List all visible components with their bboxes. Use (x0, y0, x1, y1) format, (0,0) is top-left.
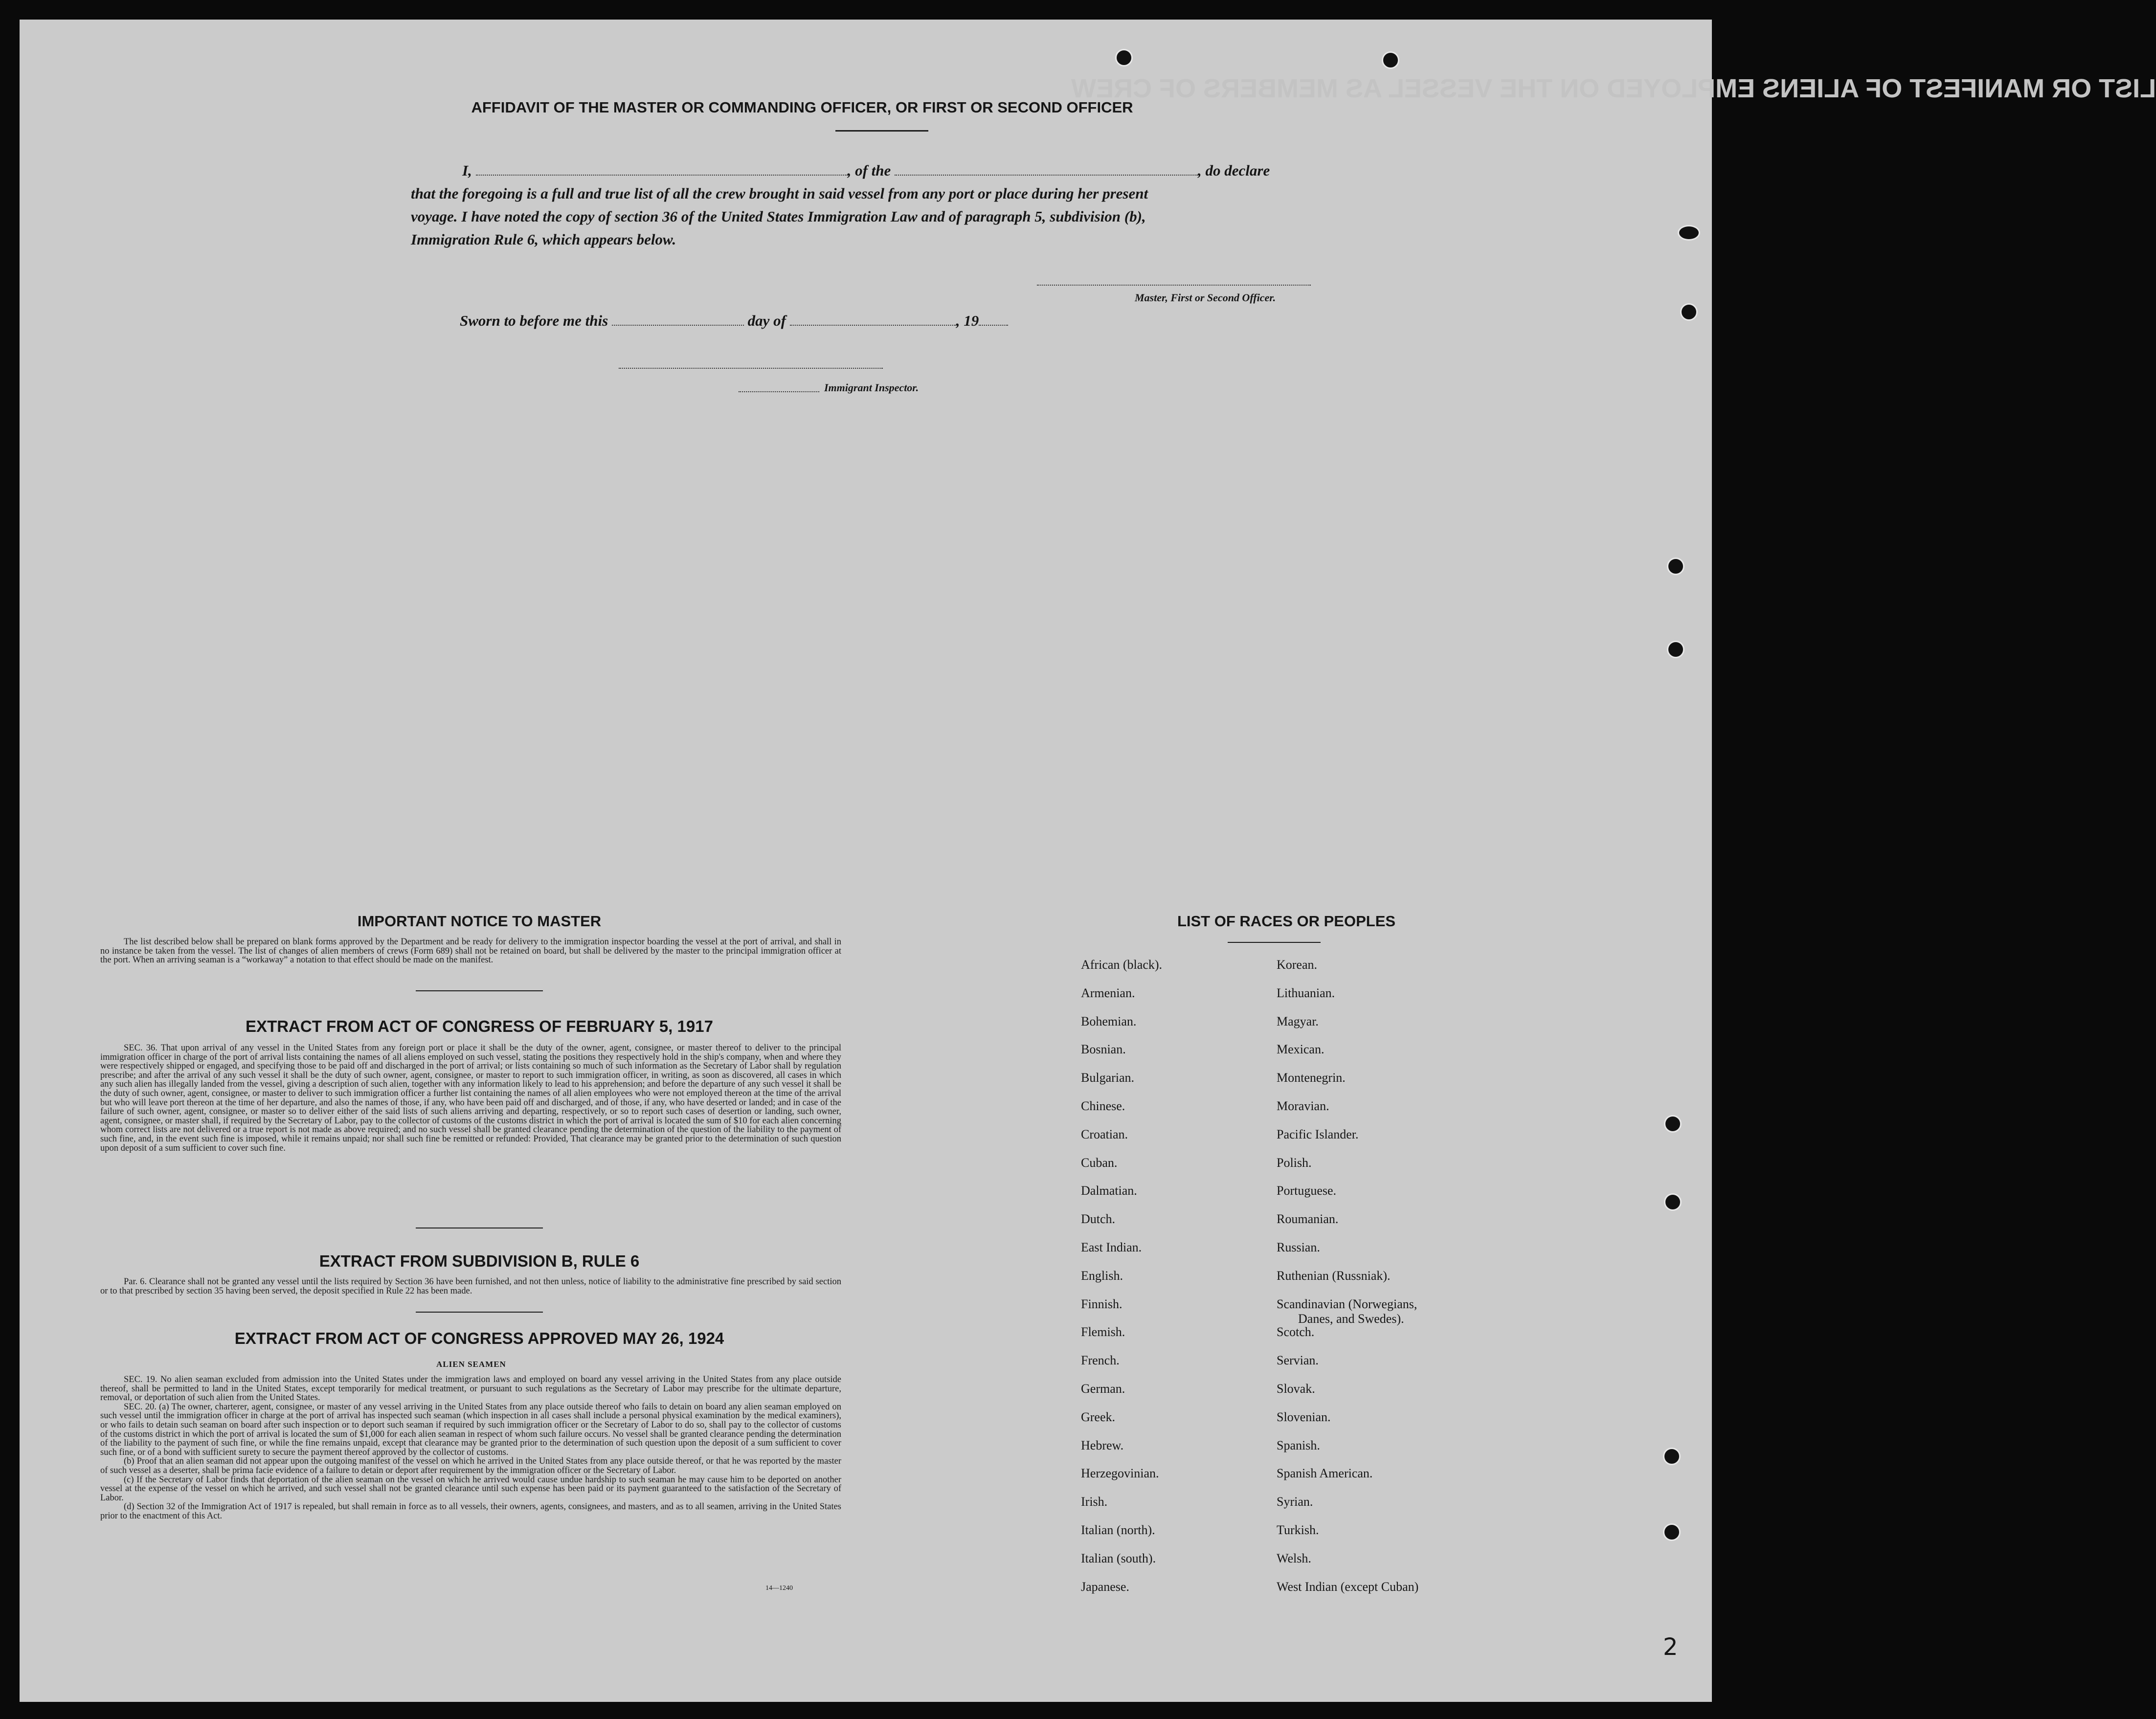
race-item: Spanish. (1277, 1438, 1320, 1452)
sec36-paragraph: SEC. 36. That upon arrival of any vessel in the United States from any foreign port or place it shall be the duty of the owner, agent, consignee, or master thereof to deliver to the principal immigration officer in charge of the port of arrival lists containing the names of all aliens employed on such vessel, stating the positions they respectively hold in the ship's company, when and where they were respectively shipped or engaged, and specifying those to be paid off and discharged in the port of arrival; or lists containing so much of such information as the Secretary of Labor shall by regulation prescribe; and after the arrival of any such vessel it shall be the duty of such owner, agent, consignee, or master to report to such immigration officer, in writing, as soon as discovered, all cases in which any such alien has illegally landed from the vessel, giving a description of such alien, together with any information likely to lead to his apprehension; and before the departure of any such vessel it shall be the duty of such owner, agent, consignee, or master to deliver to such immigration officer a further list containing the names of all alien employees who were not employed thereon at the time of the arrival but who will leave port thereon at the time of her departure, and also the names of those, if any, who have been paid off and discharged, and of those, if any, who have deserted or landed; and in case of the failure of such owner, agent, consignee, or master so to deliver either of the said lists of such aliens arriving and departing, respectively, or so to report such cases of desertion or landing, such owner, agent, consignee, or master shall, if required by the Secretary of Labor, pay to the collector of customs of the customs district in which the port of arrival is located the sum of $10 for each alien concerning whom correct lists are not delivered or a true report is not made as above required; and no such vessel shall be granted clearance pending the determination of the question of the liability to the payment of such fine, and, in the event such fine is imposed, while it remains unpaid; nor shall such fine be remitted or refunded: Provided, That clearance may be granted prior to the determination of such question upon deposit of a sum sufficient to cover such fine. (100, 1043, 841, 1153)
race-item: Italian (north). (1081, 1522, 1155, 1537)
race-item: Korean. (1277, 958, 1318, 972)
races-right-column (1277, 958, 1418, 1607)
sworn-line (460, 309, 1008, 332)
race-item: Scotch. (1277, 1325, 1315, 1339)
sworn-day-blank (612, 314, 744, 326)
race-item: Polish. (1277, 1155, 1312, 1170)
inspector-caption: Immigrant Inspector. (824, 381, 919, 394)
race-item: French. (1081, 1353, 1120, 1368)
master-signature-blank (1037, 274, 1311, 286)
race-item: Italian (south). (1081, 1551, 1156, 1565)
race-item: Bohemian. (1081, 1014, 1137, 1028)
race-item: Turkish. (1277, 1522, 1319, 1537)
extract-1924-title: EXTRACT FROM ACT OF CONGRESS APPROVED MAY 26, 1924 (234, 1329, 724, 1347)
race-item: Chinese. (1081, 1098, 1125, 1113)
race-item: Dalmatian. (1081, 1183, 1137, 1198)
document-page (20, 20, 2156, 1702)
race-item: Ruthenian (Russniak). (1277, 1268, 1391, 1283)
day-of-label: day of (747, 312, 786, 329)
punch-hole (1664, 1115, 1682, 1133)
sec20c-paragraph: (c) If the Secretary of Labor finds that deportation of the alien seaman on the vessel on which he arrived would cause undue hardship to such seaman he may cause him to be deported on another vessel at the expense of the vessel on which he arrived, and such vessel shall not be granted clearance until such expense has been paid or its payment guaranteed to the satisfaction of the Secretary of Labor. (100, 1474, 841, 1503)
race-item: Pacific Islander. (1277, 1127, 1359, 1141)
divider (416, 990, 543, 991)
race-item: West Indian (except Cuban) (1277, 1579, 1419, 1594)
name-blank (476, 164, 848, 176)
race-item: Slovenian. (1277, 1409, 1331, 1424)
race-item: Welsh. (1277, 1551, 1311, 1565)
race-item: Moravian. (1277, 1098, 1329, 1113)
sworn-month-blank (790, 314, 956, 326)
race-item: Servian. (1277, 1353, 1319, 1368)
vessel-blank (895, 164, 1198, 176)
notice-paragraph: The list described below shall be prepared on blank forms approved by the Department and be ready for delivery to the immigration inspector boarding the vessel at the port of arrival, and shall in no instance be taken from the vessel. The list of changes of alien members of crews (Form 689) shall not be retained on board, but shall be delivered by the master to the principal immigration officer at the port. When an arriving seaman is a “workaway” a notation to that effect should be made on the manifest. (100, 937, 841, 965)
affidavit-i: I, (462, 162, 472, 179)
punch-hole (1382, 51, 1399, 69)
race-item: Flemish. (1081, 1325, 1125, 1339)
sworn-label: Sworn to before me this (460, 312, 608, 329)
race-item: Montenegrin. (1277, 1071, 1346, 1085)
alien-seamen-subtitle: ALIEN SEAMEN (436, 1360, 506, 1369)
race-item (1277, 1297, 1418, 1325)
affidavit-line-4: Immigration Rule 6, which appears below. (411, 231, 676, 248)
race-item: German. (1081, 1381, 1125, 1396)
sec20d-paragraph: (d) Section 32 of the Immigration Act of 1917 is repealed, but shall remain in force as to all vessels, their owners, agents, consignees, and masters, and as to all seamen, arriving in the United States prior to the enactment of this Act. (100, 1502, 841, 1521)
races-title: LIST OF RACES OR PEOPLES (1177, 913, 1396, 930)
affidavit-line-1 (462, 159, 1270, 182)
divider (416, 1312, 543, 1313)
race-item: Croatian. (1081, 1127, 1128, 1141)
extract-1924-text (100, 1375, 841, 1521)
affidavit-line-2: that the foregoing is a full and true list of all the crew brought in said vessel from any port or place during her present (411, 185, 1148, 202)
master-caption: Master, First or Second Officer. (1135, 291, 1276, 304)
form-number: 14—1240 (765, 1585, 793, 1592)
punch-hole (1663, 1448, 1681, 1465)
page-number-mark: 2 (1663, 1633, 1678, 1661)
punch-hole (1678, 225, 1700, 241)
race-item: African (black). (1081, 958, 1163, 972)
race-item: Dutch. (1081, 1212, 1116, 1227)
punch-hole (1680, 303, 1698, 321)
race-item: Russian. (1277, 1240, 1320, 1254)
affidavit-title: AFFIDAVIT OF THE MASTER OR COMMANDING OFFICER, OR FIRST OR SECOND OFFICER (471, 99, 1133, 116)
race-item: Slovak. (1277, 1381, 1315, 1396)
race-item: Herzegovinian. (1081, 1466, 1159, 1481)
race-item: Portuguese. (1277, 1183, 1337, 1198)
race-item: Magyar. (1277, 1014, 1319, 1028)
divider (1228, 942, 1321, 943)
race-item: Japanese. (1081, 1579, 1129, 1594)
sec20b-paragraph: (b) Proof that an alien seaman did not appear upon the outgoing manifest of the vessel on which he arrived in the United States from any place outside thereof, or that he was reported by the master of such vessel as a deserter, shall be prima facie evidence of a failure to detain or deport after requirement by the immigration officer or the Secretary of Labor. (100, 1456, 841, 1475)
races-left-column (1081, 958, 1162, 1607)
affidavit-line-3: voyage. I have noted the copy of section 36 of the United States Immigration Law and of paragraph 5, subdivision (b), (411, 208, 1146, 225)
race-item: Lithuanian. (1277, 985, 1335, 1000)
extract-1917-title: EXTRACT FROM ACT OF CONGRESS OF FEBRUARY 5, 1917 (246, 1017, 713, 1035)
bleed-through-text: LIST OR MANIFEST OF ALIENS EMPLOYED ON THE VESSEL AS MEMBERS OF CREW (1071, 74, 2156, 103)
punch-hole (1667, 558, 1684, 575)
sec20a-paragraph: SEC. 20. (a) The owner, charterer, agent, consignee, or master of any vessel arriving in the United States from any place outside thereof who fails to detain on board any alien seaman employed on such vessel until the immigration officer in charge at the port of arrival has inspected such seaman (which inspection in all cases shall include a personal physical examination by the medical examiners), or who fails to detain such seaman on board after such inspection or to deport such seaman if required by such immigration officer or the Secretary of Labor to do so, shall pay to the collector of customs of the customs district in which the port of arrival is located the sum of $1,000 for each alien seaman in respect of whom such failure occurs. No vessel shall be granted clearance pending the determination of the liability to the payment of such fine, or while the fine remains unpaid, except that clearance may be granted prior to the determination of such question upon the deposit of a sum sufficient to cover such fine, or of a bond with sufficient surety to secure the payment thereof approved by the collector of customs. (100, 1402, 841, 1457)
race-item-line: Scandinavian (Norwegians, (1277, 1296, 1417, 1311)
rule6-title: EXTRACT FROM SUBDIVISION B, RULE 6 (319, 1252, 640, 1270)
punch-hole (1667, 641, 1684, 658)
race-item: Hebrew. (1081, 1438, 1124, 1452)
race-item: Armenian. (1081, 985, 1135, 1000)
race-item: Spanish American. (1277, 1466, 1373, 1481)
rule6-paragraph: Par. 6. Clearance shall not be granted any vessel until the lists required by Section 36 have been furnished, and not then unless, notice of liability to the administrative fine prescribed by said section or to that prescribed by section 35 having been served, the deposit specified in Rule 22 has been made. (100, 1277, 841, 1296)
race-item: Bosnian. (1081, 1042, 1126, 1057)
inspector-blank-short (739, 380, 819, 392)
rule6-text (100, 1277, 841, 1295)
affidavit-do-declare: , do declare (1198, 162, 1270, 179)
race-item: Irish. (1081, 1495, 1108, 1509)
year-label: , 19 (956, 312, 979, 329)
race-item: Roumanian. (1277, 1212, 1339, 1227)
divider (835, 130, 928, 132)
race-item: Finnish. (1081, 1296, 1123, 1311)
punch-hole (1664, 1193, 1682, 1211)
race-item: Cuban. (1081, 1155, 1118, 1170)
notice-text (100, 938, 841, 965)
race-item: Syrian. (1277, 1495, 1313, 1509)
race-item: East Indian. (1081, 1240, 1142, 1254)
affidavit-of-the: , of the (847, 162, 891, 179)
inspector-signature-blank (619, 357, 883, 369)
race-item-line-cont: Danes, and Swedes). (1298, 1311, 1404, 1326)
notice-title: IMPORTANT NOTICE TO MASTER (357, 913, 602, 930)
punch-hole (1115, 49, 1133, 67)
race-item: Greek. (1081, 1409, 1116, 1424)
race-item: Mexican. (1277, 1042, 1325, 1057)
extract-1917-text (100, 1044, 841, 1153)
race-item: Bulgarian. (1081, 1071, 1135, 1085)
sec19-paragraph: SEC. 19. No alien seaman excluded from admission into the United States under the immigration laws and employed on board any vessel arriving in the United States from any place outside thereof, shall be permitted to land in the United States, except temporarily for medical treatment, or pursuant to such regulations as the Secretary of Labor may prescribe for the ultimate departure, removal, or deportation of such alien from the United States. (100, 1375, 841, 1403)
punch-hole (1663, 1523, 1681, 1541)
year-blank (979, 314, 1008, 326)
race-item: English. (1081, 1268, 1123, 1283)
